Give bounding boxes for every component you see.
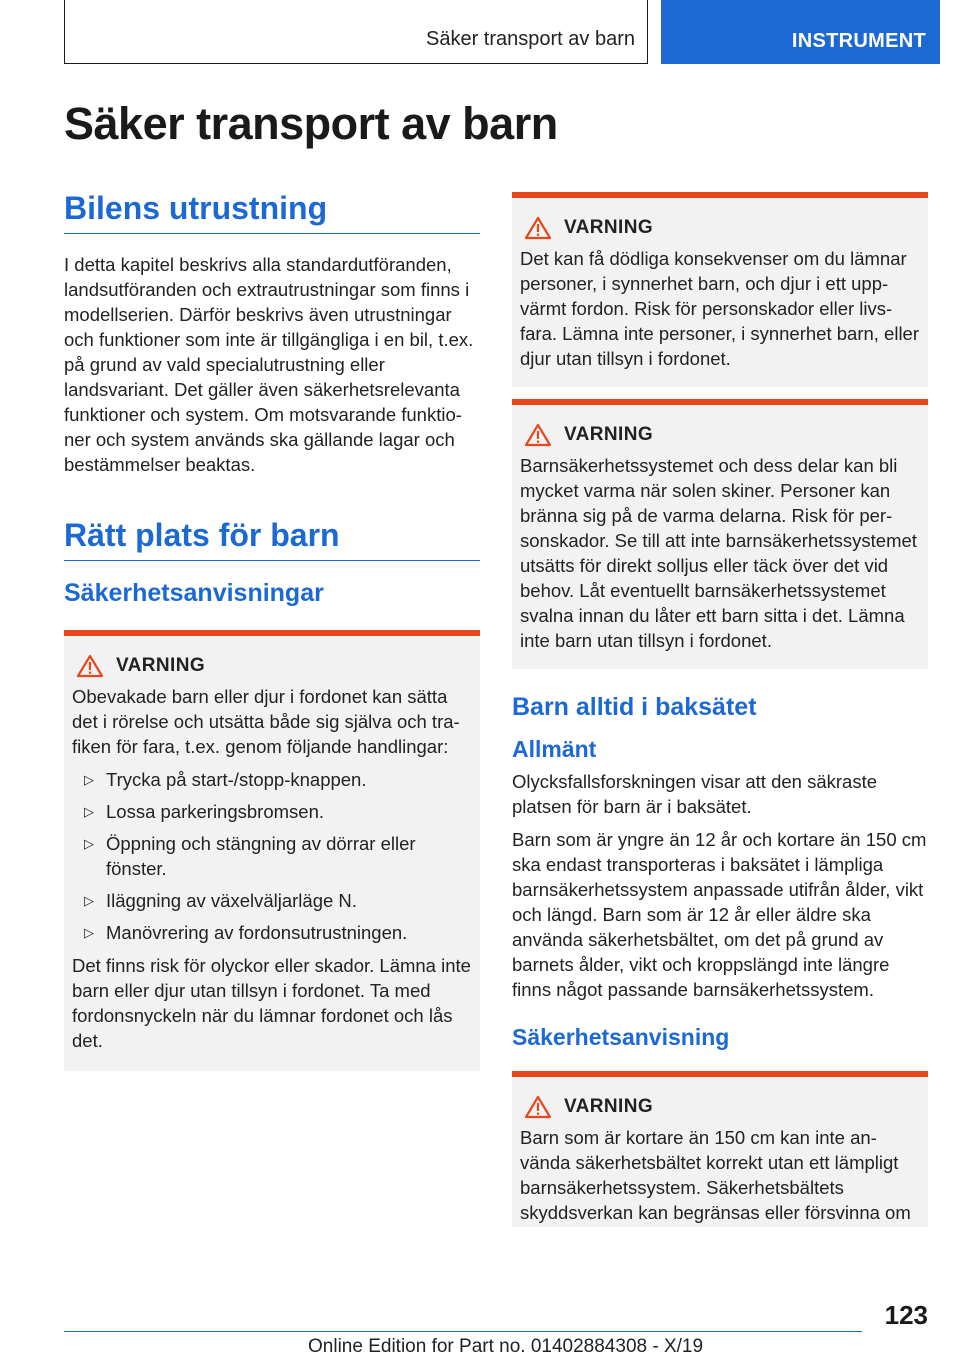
warning-text: Barnsäkerhetssystemet och dess delar kan bli mycket varma när solen skiner. Personer kan bränna sig på de varma delarna. Risk för personskador. Se till att inte barnsäkerhetssystemet utsätts för direkt solljus eller täck över det vid behov. Låt eventuellt barnsäkerhetssystemet svalna innan du låter ett barn sitta i det. Lämna inte barn utan tillsyn i fordonet. [520,455,917,651]
footer-edition: Online Edition for Part no. 01402884308 - X/19 [308,1336,704,1357]
left-column [64,190,480,1071]
footer-divider [64,1331,862,1332]
subheading-allmant: Allmänt [512,736,597,762]
warning-label: VARNING [564,424,654,445]
tab-instrument[interactable] [661,0,940,64]
section-heading-bilens-utrustning: Bilens utrustning [64,190,480,234]
paragraph-age-height: Barn som är yngre än 12 år och kortare än 150 cm ska endast transporteras i baksätet i lämpliga barnsäkerhetssystem anpassade utifrån ålder, vikt och längd. Barn som är 12 år eller äldre ska använda säkerhetsbältet, om det på grund av barnets ålder, vikt och kroppslängd inte längre finns något passande barnsäkerhetssystem. [512,829,927,1000]
warning-label: VARNING [564,217,654,238]
warning-label: VARNING [564,1096,654,1117]
list-item: ▷ Öppning och stängning av dörrar eller fönster. [72,831,472,881]
warning-header [520,1095,920,1119]
triangle-bullet-icon: ▷ [84,893,94,908]
warning-header [520,216,920,240]
warning-header [520,423,920,447]
header-title-box [64,0,648,64]
warning-box-heated-vehicle [512,192,928,387]
warning-box-seatbelt [512,1071,928,1227]
subheading-sakerhetsanvisningar: Säkerhetsanvisningar [64,579,324,607]
list-item: ▷ Iläggning av växelväljarläge N. [72,888,472,913]
list-item: ▷ Lossa parkeringsbromsen. [72,799,472,824]
warning-label: VARNING [116,655,206,676]
subheading-sakerhetsanvisning: Säkerhetsanvisning [512,1024,730,1050]
subheading-barn-baksatet: Barn alltid i baksätet [512,693,757,721]
warning-triangle-icon [524,216,552,240]
warning-outro: Det finns risk för olyckor eller skador. Lämna inte barn eller djur utan tillsyn i fordonet. Ta med fordonsnyckeln när du lämnar fordonet och lås det. [72,955,471,1051]
warning-triangle-icon [76,654,104,678]
triangle-bullet-icon: ▷ [84,804,94,819]
warning-text: Det kan få dödliga konsekvenser om du lämnar personer, i synnerhet barn, och djur i ett uppvärmt fordon. Risk för personskador eller livsfara. Lämna inte personer, i synnerhet barn, eller djur utan tillsyn i fordonet. [520,248,920,369]
warning-text: Barn som är kortare än 150 cm kan inte använda säkerhetsbältet korrekt utan ett lämpligt barnsäkerhetssystem. Säkerhetsbältets skyddsverkan kan begränsas eller försvinna om [520,1127,911,1223]
warning-box-hot-parts [512,399,928,669]
page-title: Säker transport av barn [64,98,558,149]
warning-triangle-icon [524,1095,552,1119]
right-column [512,192,928,1227]
warning-triangle-icon [524,423,552,447]
warning-intro: Obevakade barn eller djur i fordonet kan sätta det i rörelse och utsätta både sig själva och trafiken för fara, t.ex. genom följande handlingar: [72,686,460,757]
list-item: ▷ Trycka på start-/stopp-knappen. [72,767,472,792]
triangle-bullet-icon: ▷ [84,925,94,940]
section-heading-ratt-plats: Rätt plats för barn [64,517,480,561]
warning-list [72,767,472,945]
paragraph-safest-place: Olycksfallsforskningen visar att den säkraste platsen för barn är i baksätet. [512,771,878,817]
warning-header [72,654,472,678]
triangle-bullet-icon: ▷ [84,836,94,851]
page-number: 123 [884,1300,928,1330]
section-text-bilens-utrustning: I detta kapitel beskrivs alla standardutföranden, landsutföranden och extrautrustningar som finns i modellserien. Därför beskrivs även utrustningar och funktioner som inte är tillgängliga i en bil, t.ex. på grund av vald specialutrustning eller landsvariant. Det gäller även säkerhetsrelevanta funktioner och system. Om motsvarande funktioner och system används ska gällande lagar och bestämmelser beaktas. [64,254,474,475]
header-title: Säker transport av barn [426,28,635,50]
tab-instrument-label: INSTRUMENT [791,30,926,52]
triangle-bullet-icon: ▷ [84,772,94,787]
warning-box-unattended [64,630,480,1071]
list-item: ▷ Manövrering av fordonsutrustningen. [72,920,472,945]
